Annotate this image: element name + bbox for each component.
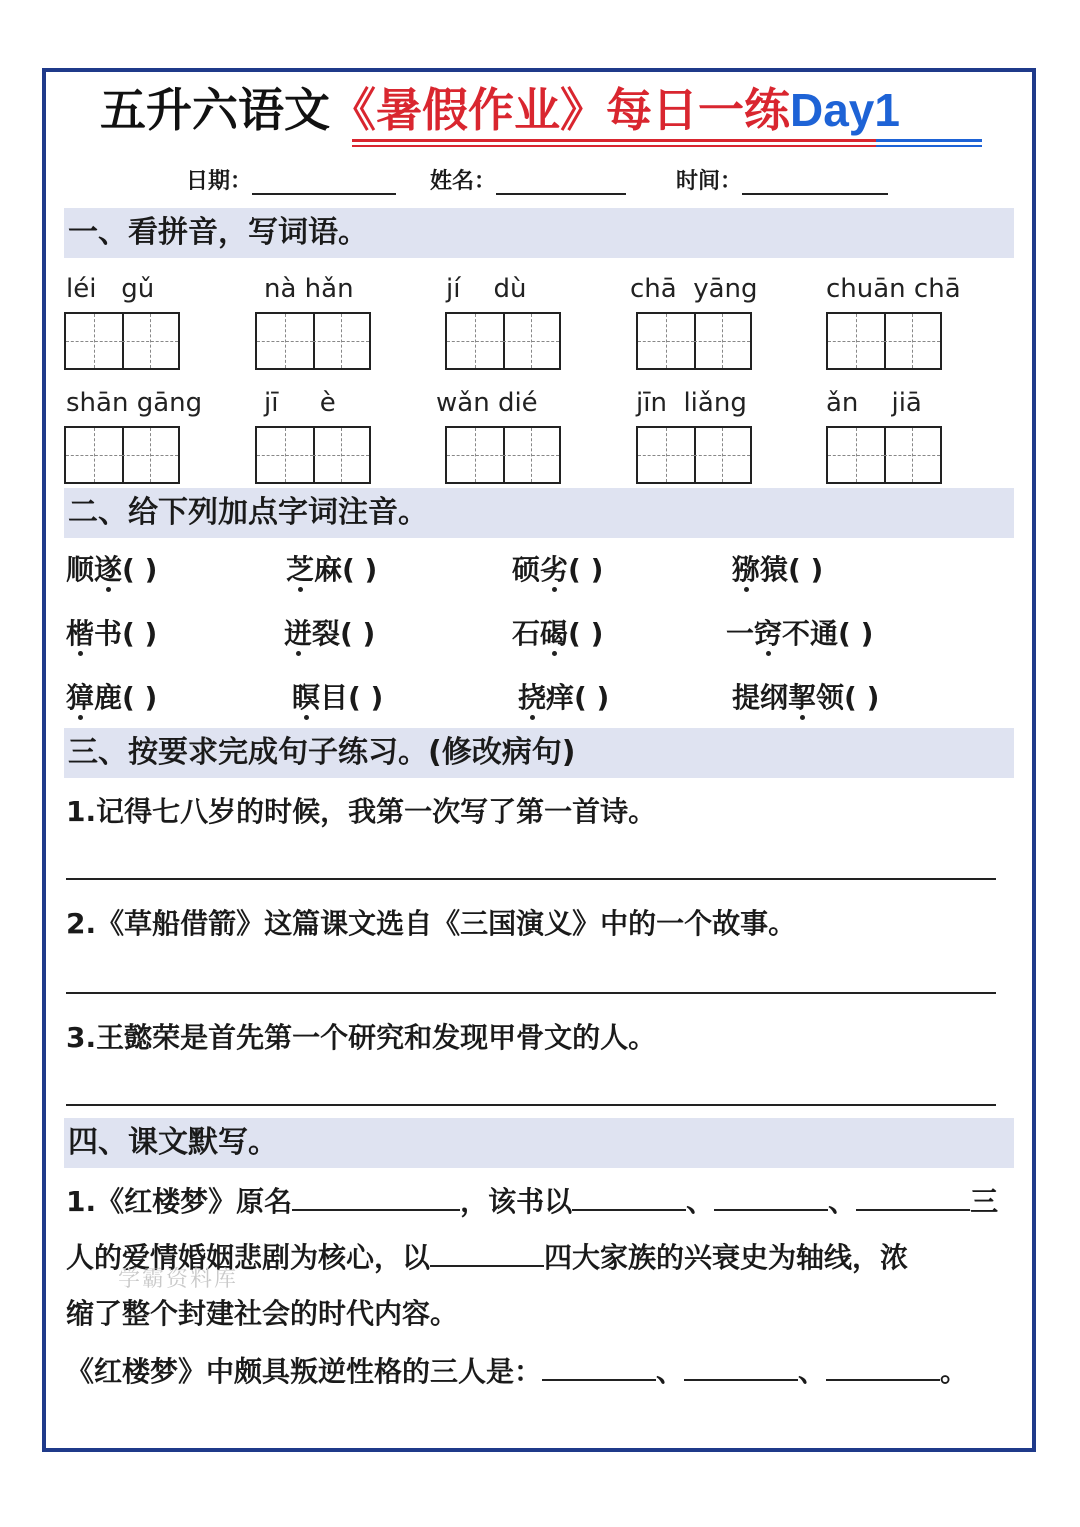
text: 《红楼梦》中颇具叛逆性格的三人是： [66, 1355, 543, 1388]
text: 、 [686, 1185, 715, 1218]
dotted-char: 劣 [540, 553, 569, 586]
answer-parens: ( ) [568, 617, 604, 650]
pinyin: jī è [264, 388, 336, 418]
dotted-char: 迸 [284, 617, 313, 650]
word-part: 硕 [512, 553, 541, 586]
answer-line-1[interactable] [66, 878, 996, 880]
section-1-heading: 一、看拼音，写词语。 [64, 208, 1014, 258]
fill-blank[interactable] [572, 1181, 686, 1211]
writing-grid[interactable] [636, 426, 752, 484]
answer-parens: 猿( ) [760, 553, 824, 586]
dotted-char: 獐 [66, 681, 95, 714]
writing-grid[interactable] [445, 426, 561, 484]
title-day: Day1 [790, 84, 900, 136]
time-blank[interactable] [742, 167, 888, 195]
answer-parens: 领( ) [816, 681, 880, 714]
title-underline-red-2 [352, 145, 876, 147]
title-underline-red [352, 139, 876, 142]
writing-grid[interactable] [826, 312, 942, 370]
recite-line-4 [66, 1350, 968, 1390]
dotted-char: 楷 [66, 617, 95, 650]
time-field[interactable] [676, 164, 888, 195]
writing-grid[interactable] [826, 426, 942, 484]
word-part: 一 [726, 617, 755, 650]
pinyin-item[interactable] [292, 676, 383, 716]
answer-parens: 痒( ) [546, 681, 610, 714]
dotted-char: 碣 [540, 617, 569, 650]
page-title [100, 80, 900, 140]
section-3-heading: 三、按要求完成句子练习。(修改病句) [64, 728, 1014, 778]
title-grade: 五升六语文 [100, 83, 330, 137]
text: 四大家族的兴衰史为轴线，浓 [544, 1241, 909, 1274]
fill-blank[interactable] [542, 1351, 656, 1381]
title-homework: 《暑假作业》每日一练 [330, 83, 790, 137]
fill-blank[interactable] [856, 1181, 970, 1211]
pinyin-item[interactable] [732, 676, 879, 716]
dotted-char: 挈 [788, 681, 817, 714]
answer-parens: 不通( ) [782, 617, 874, 650]
text: 三 [970, 1185, 999, 1218]
writing-grid[interactable] [255, 312, 371, 370]
text: 1.《红楼梦》原名 [66, 1185, 293, 1218]
date-field[interactable] [186, 164, 396, 195]
pinyin-item[interactable] [512, 548, 603, 588]
word-part: 石 [512, 617, 541, 650]
pinyin-item[interactable] [286, 548, 377, 588]
pinyin: ǎn jiā [826, 388, 922, 418]
word-part: 提纲 [732, 681, 789, 714]
title-underline-blue [876, 139, 982, 142]
pinyin: shān gāng [66, 388, 203, 418]
word-part: 顺 [66, 553, 95, 586]
name-blank[interactable] [496, 167, 626, 195]
dotted-char: 挠 [518, 681, 547, 714]
fill-blank[interactable] [714, 1181, 828, 1211]
fill-blank[interactable] [430, 1237, 544, 1267]
question-1: 1.记得七八岁的时候，我第一次写了第一首诗。 [66, 795, 657, 828]
pinyin-item[interactable] [284, 612, 375, 652]
text: 人的爱情婚姻悲剧为核心，以 [66, 1241, 431, 1274]
pinyin: jí dù [446, 274, 527, 304]
time-label: 时间： [676, 169, 743, 194]
recite-line-1 [66, 1180, 998, 1220]
writing-grid[interactable] [445, 312, 561, 370]
name-field[interactable] [430, 164, 626, 195]
pinyin-item[interactable] [66, 676, 157, 716]
pinyin: wǎn dié [436, 388, 538, 418]
date-label: 日期： [186, 169, 253, 194]
pinyin-item[interactable] [518, 676, 609, 716]
pinyin: jīn liǎng [636, 388, 747, 418]
text: 、 [828, 1185, 857, 1218]
pinyin: chuān chā [826, 274, 961, 304]
writing-grid[interactable] [64, 426, 180, 484]
pinyin: nà hǎn [264, 274, 354, 304]
watermark: 学霸资料库 [118, 1267, 239, 1292]
answer-parens: ( ) [568, 553, 604, 586]
answer-parens: 书( ) [94, 617, 158, 650]
question-3: 3.王懿荣是首先第一个研究和发现甲骨文的人。 [66, 1021, 657, 1054]
pinyin-item[interactable] [66, 548, 157, 588]
question-2: 2.《草船借箭》这篇课文选自《三国演义》中的一个故事。 [66, 907, 797, 940]
pinyin-item[interactable] [512, 612, 603, 652]
answer-parens: 麻( ) [314, 553, 378, 586]
answer-parens: 目( ) [320, 681, 384, 714]
answer-line-3[interactable] [66, 1104, 996, 1106]
fill-blank[interactable] [292, 1181, 460, 1211]
title-underline-blue-2 [876, 145, 982, 147]
fill-blank[interactable] [684, 1351, 798, 1381]
answer-parens: 鹿( ) [94, 681, 158, 714]
name-label: 姓名： [430, 169, 497, 194]
writing-grid[interactable] [64, 312, 180, 370]
pinyin: léi gǔ [66, 274, 155, 304]
text: 、 [656, 1355, 685, 1388]
writing-grid[interactable] [636, 312, 752, 370]
dotted-char: 瞑 [292, 681, 321, 714]
pinyin-item[interactable] [66, 612, 157, 652]
text: ，该书以 [460, 1185, 573, 1218]
text: 、 [798, 1355, 827, 1388]
dotted-char: 窍 [754, 617, 783, 650]
writing-grid[interactable] [255, 426, 371, 484]
pinyin: chā yāng [630, 274, 758, 304]
answer-parens: ( ) [122, 553, 158, 586]
dotted-char: 芝 [286, 553, 315, 586]
answer-parens: 裂( ) [312, 617, 376, 650]
answer-line-2[interactable] [66, 992, 996, 994]
recite-line-3: 缩了整个封建社会的时代内容。 [66, 1297, 459, 1330]
fill-blank[interactable] [826, 1351, 940, 1381]
section-2-heading: 二、给下列加点字词注音。 [64, 488, 1014, 538]
pinyin-item[interactable] [726, 612, 873, 652]
text: 。 [940, 1355, 969, 1388]
dotted-char: 猕 [732, 553, 761, 586]
section-4-heading: 四、课文默写。 [64, 1118, 1014, 1168]
dotted-char: 遂 [94, 553, 123, 586]
pinyin-item[interactable] [732, 548, 823, 588]
date-blank[interactable] [252, 167, 396, 195]
